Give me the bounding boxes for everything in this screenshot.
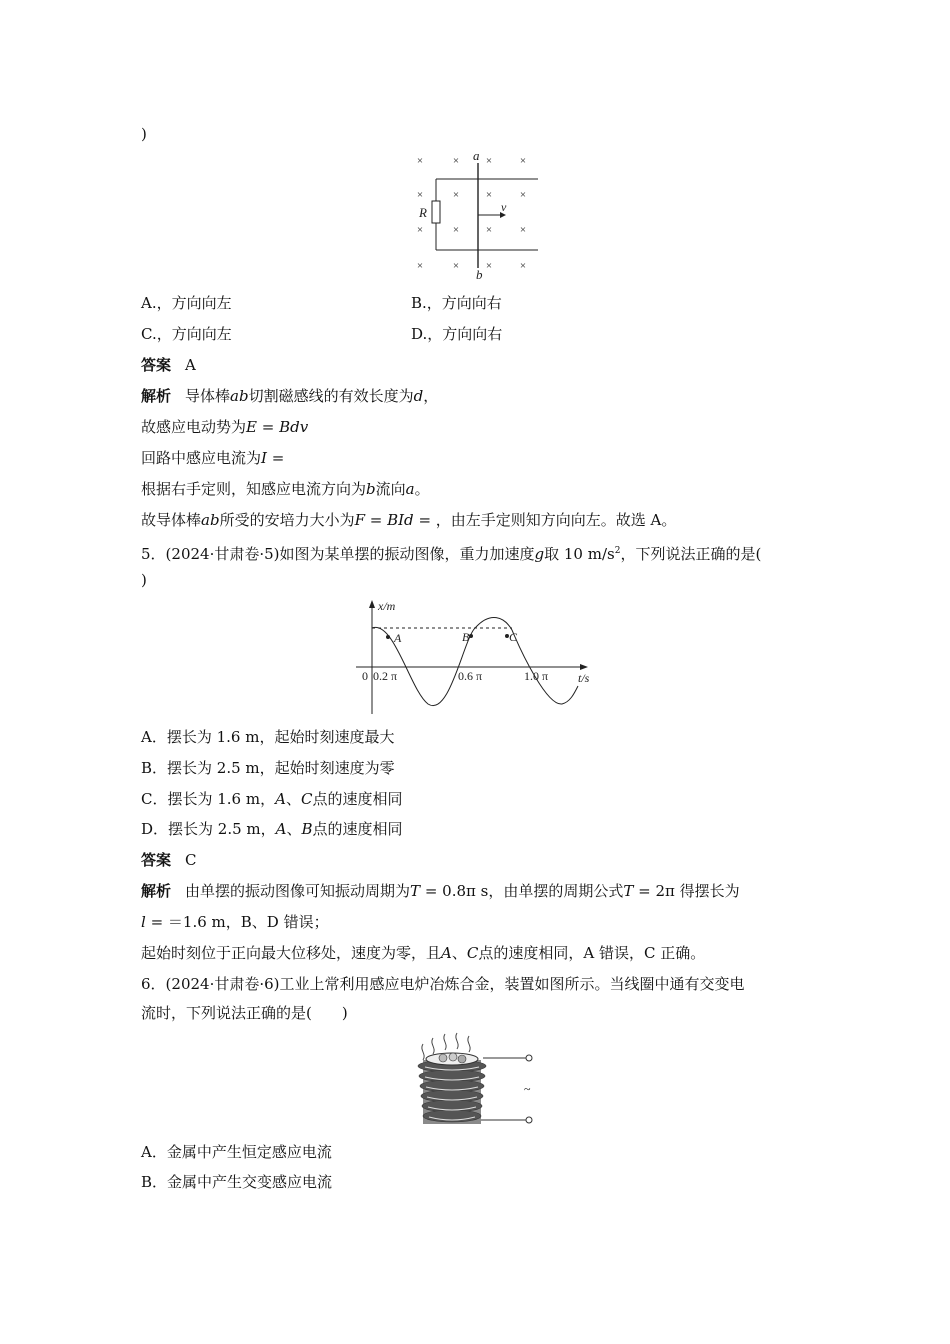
text: = ，由左手定则知方向向左。故选 A。 xyxy=(413,511,677,529)
var: A xyxy=(275,820,287,838)
text: ， xyxy=(423,387,439,405)
q4-analysis-line-3 xyxy=(141,448,284,468)
text: 。 xyxy=(414,480,430,498)
coil-icon xyxy=(418,1053,486,1124)
b-field-cross: × xyxy=(452,224,460,236)
origin-label: 0 xyxy=(362,669,368,683)
var: I xyxy=(261,449,267,467)
var: a xyxy=(405,480,415,498)
text: 点的速度相同，A 错误，C 正确。 xyxy=(478,944,706,962)
rod-label-b: b xyxy=(476,267,483,282)
text: 、 xyxy=(451,944,467,962)
text: = ＝1.6 m，B、D 错误； xyxy=(145,913,329,931)
q4-analysis-line-5 xyxy=(141,510,676,530)
answer-value: C xyxy=(185,851,197,869)
b-field-cross: × xyxy=(519,189,527,201)
q4-analysis-line-4 xyxy=(141,479,430,499)
text: = xyxy=(365,511,388,529)
q6-induction-furnace-figure xyxy=(405,1030,545,1130)
q5-analysis-line-2 xyxy=(141,912,329,932)
var: b xyxy=(366,480,376,498)
tick-label: 1.0 π xyxy=(524,669,549,683)
x-axis-label: t/s xyxy=(578,671,590,685)
b-field-cross: × xyxy=(452,155,460,167)
point-a-marker xyxy=(386,635,390,639)
var: A xyxy=(275,790,286,808)
b-field-cross: × xyxy=(485,260,493,272)
q4-option-a: A.，方向向左 xyxy=(141,294,232,312)
text: 流向 xyxy=(375,480,406,498)
b-field-cross: × xyxy=(485,224,493,236)
q4-answer xyxy=(141,355,196,375)
var: ab xyxy=(230,387,249,405)
q5-option-b: B．摆长为 2.5 m，起始时刻速度为零 xyxy=(141,759,395,777)
analysis-label: 解析 xyxy=(141,882,172,900)
var: A xyxy=(441,944,452,962)
resistor-label: R xyxy=(419,205,427,220)
var: ab xyxy=(201,511,220,529)
b-field-cross: × xyxy=(519,224,527,236)
text: 切割磁感线的有效长度为 xyxy=(248,387,414,405)
text: 故导体棒 xyxy=(141,511,202,529)
b-field-cross: × xyxy=(519,260,527,272)
answer-label: 答案 xyxy=(141,851,172,869)
q5-analysis-line-1 xyxy=(141,881,740,901)
var: d xyxy=(413,387,424,405)
q4-option-d: D.，方向向右 xyxy=(411,325,503,343)
b-field-cross: × xyxy=(416,224,424,236)
text: 导体棒 xyxy=(185,387,231,405)
tick-label: 0.2 π xyxy=(373,669,398,683)
q5-stem-tail: ) xyxy=(141,571,147,589)
text: D．摆长为 2.5 m， xyxy=(141,820,276,838)
text: 、 xyxy=(286,820,302,838)
ac-symbol: ~ xyxy=(524,1082,531,1096)
text: 、 xyxy=(285,790,301,808)
text: 由单摆的振动图像可知振动周期为 xyxy=(185,882,411,900)
point-b-label: B xyxy=(462,630,470,644)
text: = xyxy=(266,449,285,467)
var: C xyxy=(300,790,313,808)
text: C．摆长为 1.6 m， xyxy=(141,790,276,808)
var: C xyxy=(466,944,479,962)
var: BId xyxy=(387,511,414,529)
velocity-label: v xyxy=(501,200,507,214)
q5-option-d xyxy=(141,819,403,839)
text: = xyxy=(256,418,280,436)
text: 所受的安培力大小为 xyxy=(219,511,355,529)
q4-stem-tail: ) xyxy=(141,125,147,143)
b-field-cross: × xyxy=(416,260,424,272)
var: g xyxy=(534,545,545,563)
superscript: 2 xyxy=(614,546,621,556)
q4-analysis-line-1 xyxy=(141,386,438,406)
q4-option-c: C.，方向向左 xyxy=(141,325,232,343)
tick-label: 0.6 π xyxy=(458,669,483,683)
b-field-cross: × xyxy=(485,155,493,167)
var: Bdv xyxy=(279,418,309,436)
q6-stem-line-1: 6．(2024·甘肃卷·6)工业上常利用感应电炉冶炼合金，装置如图所示。当线圈中通有交变电 xyxy=(141,975,745,993)
point-c-label: C xyxy=(509,630,518,644)
y-axis-label: x/m xyxy=(378,599,396,613)
text: = 0.8π s，由单摆的周期公式 xyxy=(420,882,624,900)
analysis-label: 解析 xyxy=(141,387,172,405)
text: ，下列说法正确的是( xyxy=(620,545,762,563)
b-field-cross: × xyxy=(485,189,493,201)
text: 5．(2024·甘肃卷·5)如图为某单摆的振动图像，重力加速度 xyxy=(141,545,535,563)
rod-label-a: a xyxy=(473,148,480,163)
q4-analysis-line-2 xyxy=(141,417,308,437)
q5-answer xyxy=(141,850,197,870)
answer-label: 答案 xyxy=(141,356,172,374)
var: B xyxy=(301,820,313,838)
var: T xyxy=(410,882,421,900)
q5-vibration-graph xyxy=(352,596,597,720)
q6-option-b: B．金属中产生交变感应电流 xyxy=(141,1173,333,1191)
q5-analysis-line-3 xyxy=(141,943,705,963)
text: 点的速度相同 xyxy=(312,790,403,808)
text: 回路中感应电流为 xyxy=(141,449,262,467)
b-field-cross: × xyxy=(452,260,460,272)
q6-option-a: A．金属中产生恒定感应电流 xyxy=(141,1143,332,1161)
var: F xyxy=(354,511,365,529)
b-field-cross: × xyxy=(519,155,527,167)
text: 取 10 m/s xyxy=(544,545,615,563)
var: T xyxy=(623,882,634,900)
b-field-cross: × xyxy=(452,189,460,201)
answer-value: A xyxy=(185,356,196,374)
point-b-marker xyxy=(469,634,473,638)
point-a-label: A xyxy=(394,631,402,645)
b-field-cross: × xyxy=(416,155,424,167)
text: 故感应电动势为 xyxy=(141,418,247,436)
text: = 2π 得摆长为 xyxy=(633,882,740,900)
b-field-cross: × xyxy=(416,189,424,201)
q6-stem-line-2: 流时，下列说法正确的是( ) xyxy=(141,1004,348,1022)
text: 根据右手定则，知感应电流方向为 xyxy=(141,480,367,498)
text: 起始时刻位于正向最大位移处，速度为零，且 xyxy=(141,944,442,962)
q5-stem-line-1 xyxy=(141,541,761,564)
q5-option-a: A．摆长为 1.6 m，起始时刻速度最大 xyxy=(141,728,395,746)
text: 点的速度相同 xyxy=(312,820,403,838)
q4-option-b: B.，方向向右 xyxy=(411,294,502,312)
q5-option-c xyxy=(141,789,402,809)
var: l xyxy=(141,913,146,931)
var: E xyxy=(246,418,257,436)
q4-circuit-figure xyxy=(405,146,545,282)
